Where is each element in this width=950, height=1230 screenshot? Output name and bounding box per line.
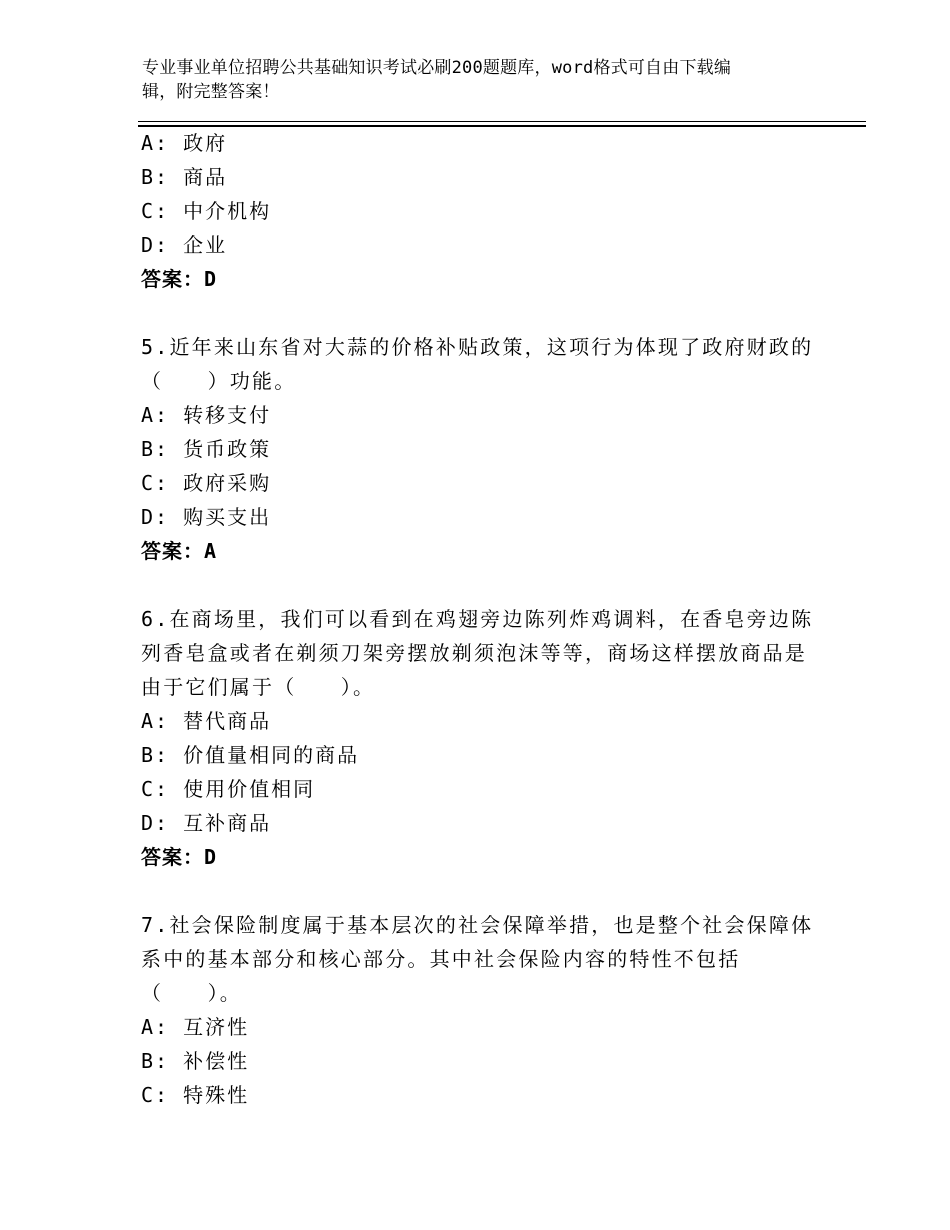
option-text: 价值量相同的商品 — [183, 743, 360, 767]
option-label: A: — [141, 709, 170, 733]
question-5 — [141, 330, 821, 568]
header-rule-thin — [138, 121, 866, 122]
option-text: 互济性 — [183, 1015, 250, 1039]
option-d — [141, 500, 821, 534]
option-text: 中介机构 — [183, 199, 272, 223]
question-4-options — [141, 126, 821, 296]
option-text: 互补商品 — [183, 811, 272, 835]
option-label: C: — [141, 199, 170, 223]
option-a — [141, 398, 821, 432]
question-6-answer: 答案：D — [141, 845, 218, 869]
document-body — [141, 126, 821, 1112]
option-text: 补偿性 — [183, 1049, 250, 1073]
question-6-line-2: 列香皂盒或者在剃须刀架旁摆放剃须泡沫等等，商场这样摆放商品是 — [141, 641, 807, 665]
question-7-line-3: （ ）。 — [141, 981, 242, 1005]
question-5-answer: 答案：A — [141, 539, 218, 563]
option-c — [141, 466, 821, 500]
option-d — [141, 806, 821, 840]
option-label: C: — [141, 1083, 170, 1107]
option-label: B: — [141, 165, 170, 189]
question-7 — [141, 908, 821, 1112]
header-line-2: 辑，附完整答案！ — [142, 82, 280, 102]
option-text: 特殊性 — [183, 1083, 250, 1107]
spacer — [141, 874, 821, 908]
option-label: B: — [141, 743, 170, 767]
option-a — [141, 704, 821, 738]
option-label: B: — [141, 1049, 170, 1073]
page-header — [142, 56, 802, 104]
option-label: A: — [141, 1015, 170, 1039]
option-text: 替代商品 — [183, 709, 272, 733]
question-7-line-2: 系中的基本部分和核心部分。其中社会保险内容的特性不包括 — [141, 947, 741, 971]
option-text: 转移支付 — [183, 403, 272, 427]
question-7-line-1: 7.社会保险制度属于基本层次的社会保障举措，也是整个社会保障体 — [141, 913, 814, 937]
option-label: A: — [141, 131, 170, 155]
option-label: C: — [141, 471, 170, 495]
option-label: C: — [141, 777, 170, 801]
option-b — [141, 738, 821, 772]
option-d — [141, 228, 821, 262]
header-line-1: 专业事业单位招聘公共基础知识考试必刷200题题库，word格式可自由下载编 — [142, 58, 732, 78]
option-text: 购买支出 — [183, 505, 272, 529]
option-a — [141, 126, 821, 160]
option-label: D: — [141, 505, 170, 529]
spacer — [141, 568, 821, 602]
spacer — [141, 296, 821, 330]
option-text: 商品 — [183, 165, 228, 189]
option-b — [141, 432, 821, 466]
option-label: B: — [141, 437, 170, 461]
option-label: D: — [141, 233, 170, 257]
option-text: 使用价值相同 — [183, 777, 316, 801]
option-c — [141, 194, 821, 228]
option-text: 政府采购 — [183, 471, 272, 495]
question-6-line-3: 由于它们属于（ ）。 — [141, 675, 376, 699]
option-label: A: — [141, 403, 170, 427]
option-b — [141, 160, 821, 194]
option-b — [141, 1044, 821, 1078]
option-label: D: — [141, 811, 170, 835]
question-5-line-1: 5.近年来山东省对大蒜的价格补贴政策，这项行为体现了政府财政的 — [141, 335, 814, 359]
question-6 — [141, 602, 821, 874]
option-a — [141, 1010, 821, 1044]
question-5-line-2: （ ）功能。 — [141, 369, 297, 393]
question-4-answer: 答案：D — [141, 267, 218, 291]
option-text: 企业 — [183, 233, 228, 257]
option-text: 政府 — [183, 131, 228, 155]
option-c — [141, 1078, 821, 1112]
option-c — [141, 772, 821, 806]
option-text: 货币政策 — [183, 437, 272, 461]
question-6-line-1: 6.在商场里，我们可以看到在鸡翅旁边陈列炸鸡调料，在香皂旁边陈 — [141, 607, 814, 631]
